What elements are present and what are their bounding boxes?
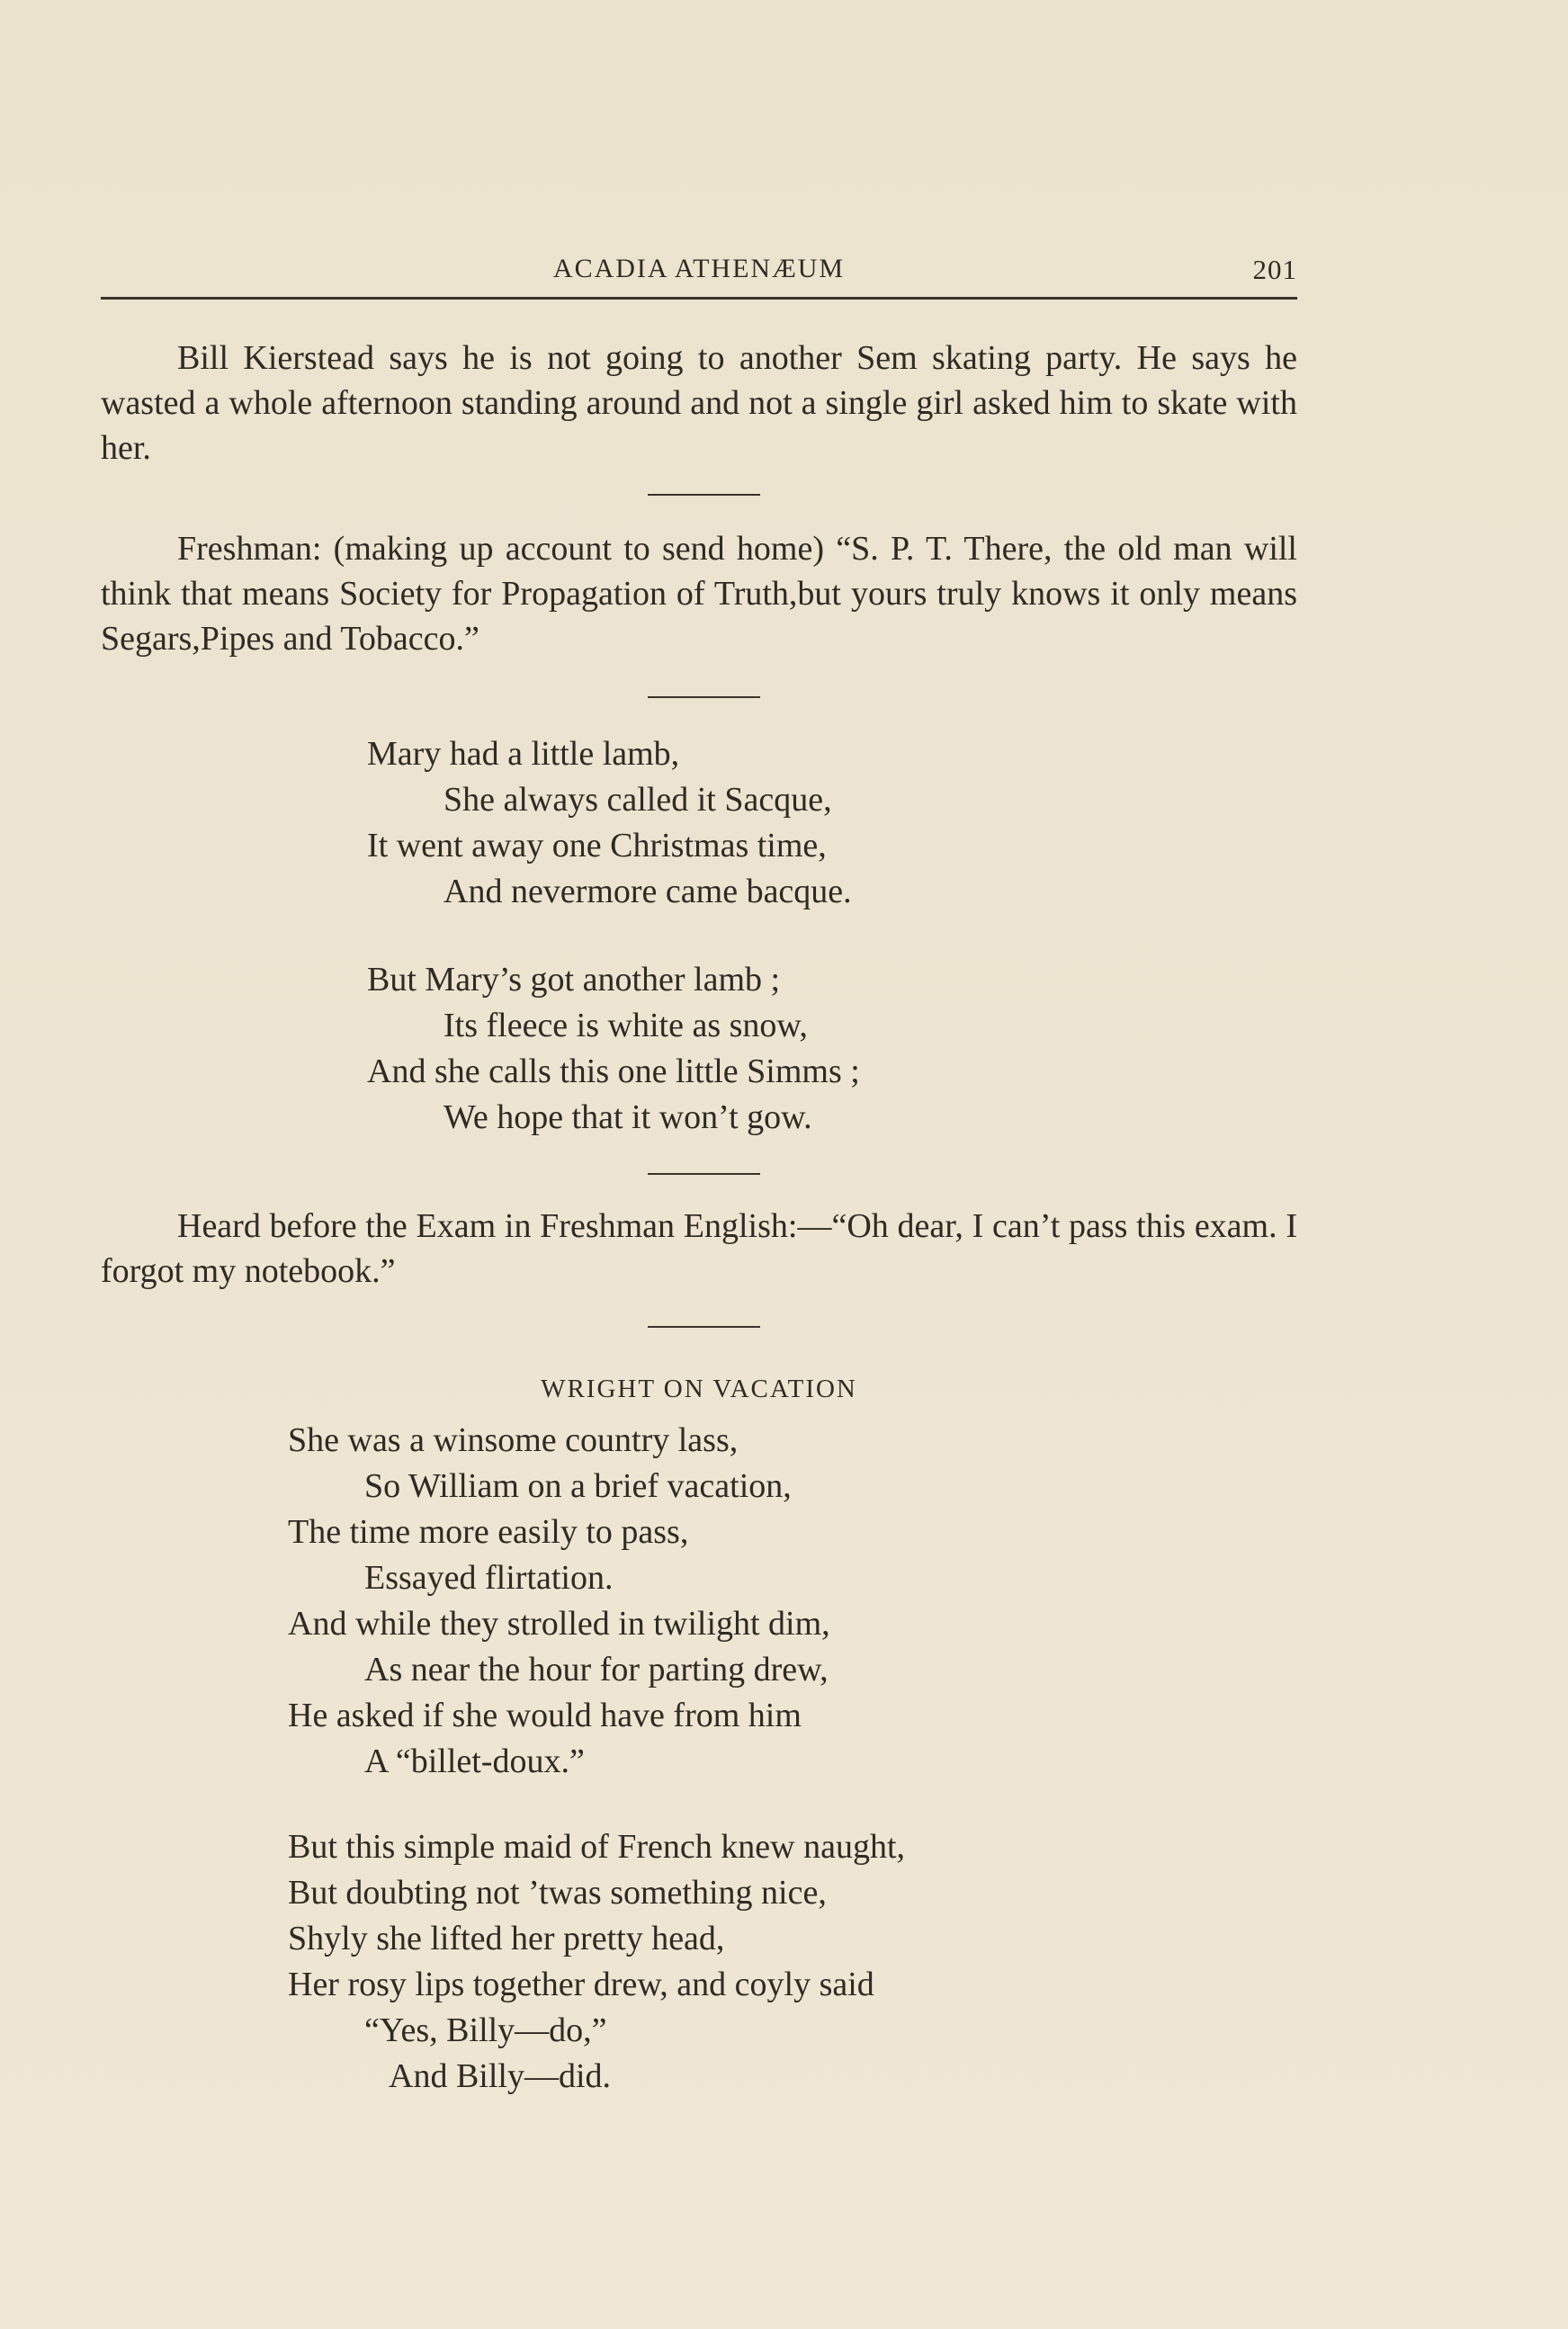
poem-line: Its fleece is white as snow, — [444, 1007, 808, 1044]
poem-line: It went away one Christmas time, — [367, 827, 827, 864]
poem-line: “Yes, Billy—do,” — [364, 2011, 607, 2049]
poem-line: And Billy—did. — [389, 2057, 612, 2095]
poem-title: WRIGHT ON VACATION — [541, 1375, 857, 1403]
poem-line: We hope that it won’t gow. — [444, 1098, 812, 1136]
mary-poem-stanza-1 — [367, 731, 852, 915]
journal-title: ACADIA ATHENÆUM — [552, 254, 846, 283]
poem-line: And while they strolled in twilight dim, — [288, 1605, 830, 1643]
poem-line: Mary had a little lamb, — [367, 735, 680, 773]
mary-poem-stanza-2 — [367, 957, 860, 1141]
separator-2 — [648, 696, 760, 698]
wright-poem-stanza-2 — [288, 1824, 905, 2100]
poem-line: She always called it Sacque, — [444, 781, 832, 819]
poem-line: Essayed flirtation. — [364, 1559, 614, 1597]
separator-1 — [648, 494, 760, 496]
poem-line: But this simple maid of French knew naught, — [288, 1828, 906, 1866]
poem-line: And she calls this one little Simms ; — [367, 1053, 860, 1090]
poem-line: Her rosy lips together drew, and coyly said — [288, 1966, 874, 2003]
running-header — [101, 252, 1297, 288]
exam-paragraph: Heard before the Exam in Freshman English:—“Oh dear, I can’t pass this exam. I forgot my notebook.” — [101, 1207, 1297, 1290]
kierstead-paragraph: Bill Kierstead says he is not going to another Sem skating party. He says he wasted a whole afternoon standing around and not a single girl asked him to skate with her. — [101, 339, 1297, 467]
separator-3 — [648, 1173, 760, 1175]
poem-line: The time more easily to pass, — [288, 1513, 689, 1551]
poem-line: So William on a brief vacation, — [364, 1467, 792, 1505]
poem-line: And nevermore came bacque. — [444, 873, 852, 910]
wright-poem-stanza-1 — [288, 1418, 830, 1785]
poem-line: She was a winsome country lass, — [288, 1421, 739, 1459]
poem-line: A “billet-doux.” — [364, 1742, 585, 1780]
page-number: 201 — [1252, 254, 1297, 285]
poem-line: As near the hour for parting drew, — [364, 1651, 829, 1689]
freshman-paragraph: Freshman: (making up account to send home) “S. P. T. There, the old man will think that means Society for Propagation of Truth,but yours truly knows it only means Segars,Pipes and Tobacco.” — [101, 530, 1297, 658]
separator-4 — [648, 1326, 760, 1328]
poem-line: Shyly she lifted her pretty head, — [288, 1920, 725, 1957]
header-rule — [101, 297, 1297, 300]
poem-line: But Mary’s got another lamb ; — [367, 961, 781, 999]
poem-line: He asked if she would have from him — [288, 1697, 802, 1734]
poem-line: But doubting not ’twas something nice, — [288, 1874, 827, 1912]
